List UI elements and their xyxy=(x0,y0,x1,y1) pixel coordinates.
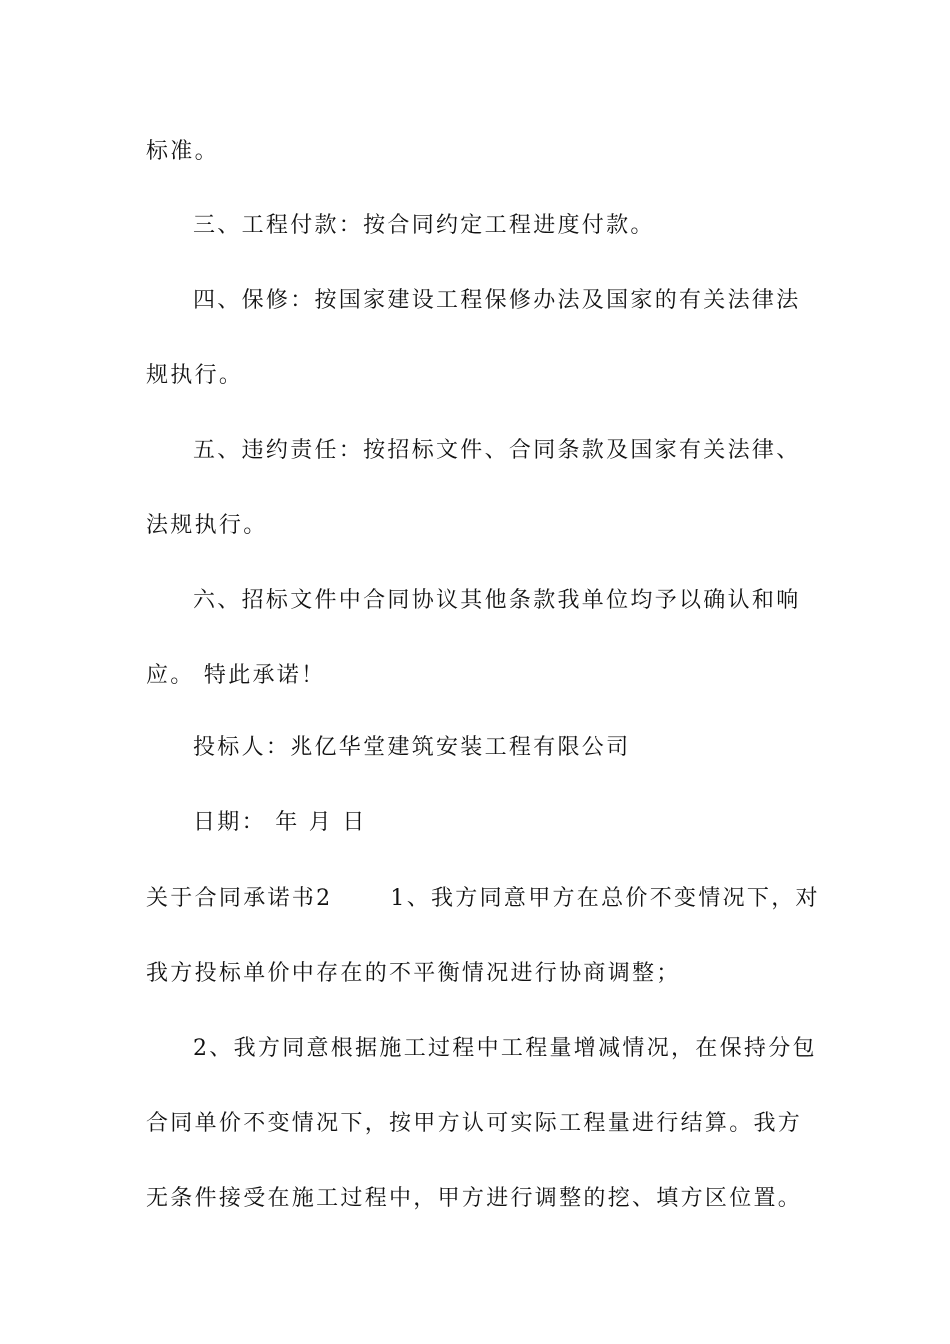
section-title: 关于合同承诺书2 xyxy=(146,886,333,911)
text-line: 法规执行。 xyxy=(146,513,268,538)
signer-line: 投标人：兆亿华堂建筑安装工程有限公司 xyxy=(193,735,631,760)
text-line: 五、违约责任：按招标文件、合同条款及国家有关法律、 xyxy=(193,438,801,463)
text-line: 三、工程付款：按合同约定工程进度付款。 xyxy=(193,213,655,238)
text-line: 标准。 xyxy=(146,139,219,164)
text-line: 应。 特此承诺！ xyxy=(146,663,326,688)
text-line: 2、我方同意根据施工过程中工程量增减情况，在保持分包 xyxy=(193,1036,817,1061)
text-line: 我方投标单价中存在的不平衡情况进行协商调整； xyxy=(146,961,681,986)
text-line: 合同单价不变情况下，按甲方认可实际工程量进行结算。我方 xyxy=(146,1111,803,1136)
section-heading-line xyxy=(146,884,820,914)
section-first-item: 1、我方同意甲方在总价不变情况下，对 xyxy=(390,886,820,911)
date-line: 日期： 年 月 日 xyxy=(193,810,367,835)
text-line: 规执行。 xyxy=(146,363,244,388)
text-line: 无条件接受在施工过程中，甲方进行调整的挖、填方区位置。 xyxy=(146,1186,803,1211)
text-line: 六、招标文件中合同协议其他条款我单位均予以确认和响 xyxy=(193,588,801,613)
text-line: 四、保修：按国家建设工程保修办法及国家的有关法律法 xyxy=(193,288,801,313)
